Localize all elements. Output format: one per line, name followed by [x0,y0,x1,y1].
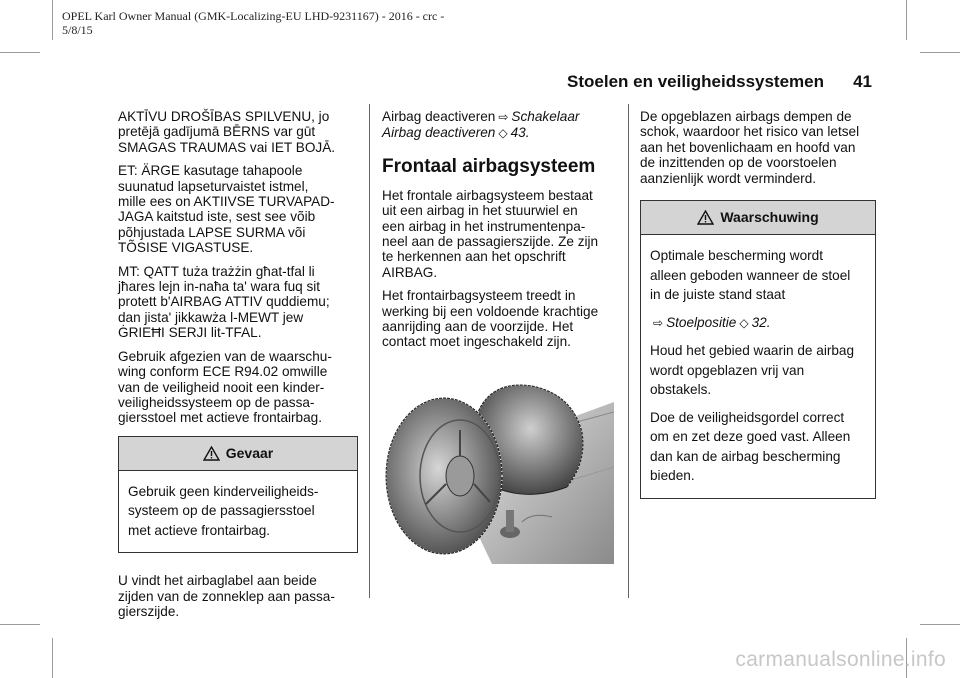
warning-box-header [641,201,875,235]
document-header-date: 5/8/15 [62,23,93,37]
crop-mark [920,624,960,625]
crop-mark [906,0,907,40]
document-header [62,9,502,37]
section-heading: Frontaal airbagsysteem [382,155,596,177]
page-reference-number: 43. [510,125,530,141]
warning-box-body: Optimale bescherming wordt alleen geboden wanneer de stoel in de juiste stand staat ⇨ Stoelpositie ◇ 32. Houd het gebied waarin de airbag wordt opgeblazen vrij van obstakels. Doe de veiligheidsgordel correct om en zet deze goed vast. Alleen dan kan de airbag bescherming bieden. [650,248,855,484]
paragraph: Airbag deactiveren ⇨ Schakelaar Airbag deactiveren ◇ 43. [382,109,580,141]
warning-box [640,200,876,499]
crop-mark [0,624,40,625]
paragraph: ET: ÄRGE kasutage tahapoole suunatud lapseturvaistet istmel, mille ees on AKTIIVSE TURVAPAD- JAGA kaitstud iste, sest see võib põhjustada LAPSE SURMA või TÕSISE VIGASTUSE. [118,163,335,256]
column-1 [118,109,358,627]
reference-arrow-icon: ⇨ [653,315,664,330]
driver-airbag-shape [386,398,502,554]
crop-mark [52,0,53,40]
warning-triangle-icon [203,446,220,461]
paragraph: U vindt het airbaglabel aan beide zijden van de zonneklep aan passa- gierszijde. [118,573,335,620]
crop-mark [52,638,53,678]
crop-mark [0,52,40,53]
paragraph: De opgeblazen airbags dempen de schok, waardoor het risico van letsel aan het bovenlichaam en hoofd van de inzittenden op de voorstoelen aanzienlijk wordt verminderd. [640,109,860,186]
page-number: 41 [853,72,872,91]
watermark: carmanualsonline.info [735,648,946,671]
cross-reference-link[interactable]: Stoelpositie [666,314,737,330]
page-reference-icon: ◇ [739,315,749,330]
paragraph: Het frontale airbagsysteem bestaat uit een airbag in het stuurwiel en een airbag in het instrumentenpa- neel aan de passagierszijde. Ze zijn te herkennen aan het opschrift AIRBAG. [382,187,599,280]
reference-arrow-icon: ⇨ [498,110,509,124]
paragraph: MT: QATT tuża trażżin għat-tfal li jħares lejn in-naħa ta' wara fuq sit protett b'AIRBAG ATTIV quddiemu; dan jista' jikkawża l-MEWT jew ĠRIEĦI SERJI lit-TFAL. [118,263,330,341]
page-reference-number: 32. [751,314,771,330]
column-divider [369,104,370,598]
airbag-illustration [382,372,614,564]
paragraph: Gebruik afgezien van de waarschu- wing conform ECE R94.02 omwille van de veiligheid nooit een kinder- veiligheidssysteem op de passa- giersstoel met actieve frontairbag. [118,348,332,426]
danger-box-body: Gebruik geen kinderveiligheids- systeem op de passagiersstoel met actieve frontairbag. [128,483,319,538]
warning-box-title: Waarschuwing [720,208,819,225]
crop-mark [920,52,960,53]
document-header-line: OPEL Karl Owner Manual (GMK-Localizing-EU LHD-9231167) - 2016 - crc - [62,9,445,23]
cross-reference-link[interactable]: Schakelaar Airbag deactiveren [382,109,580,141]
column-2 [382,109,616,358]
running-title: Stoelen en veiligheidssystemen [567,72,824,91]
danger-box-header [119,437,357,471]
danger-box [118,436,358,554]
column-divider [628,104,629,598]
page-reference-icon: ◇ [498,126,508,141]
danger-box-title: Gevaar [225,444,274,461]
paragraph: AKTĪVU DROŠĪBAS SPILVENU, jo pretējā gadījumā BĒRNS var gūt SMAGAS TRAUMAS vai IET BOJĀ. [118,109,336,155]
warning-triangle-icon [697,210,714,225]
column-3 [640,109,876,519]
paragraph: Het frontairbagsysteem treedt in werking bij een voldoende krachtige aanrijding aan de voorzijde. Het contact moet ingeschakeld zijn. [382,288,599,350]
